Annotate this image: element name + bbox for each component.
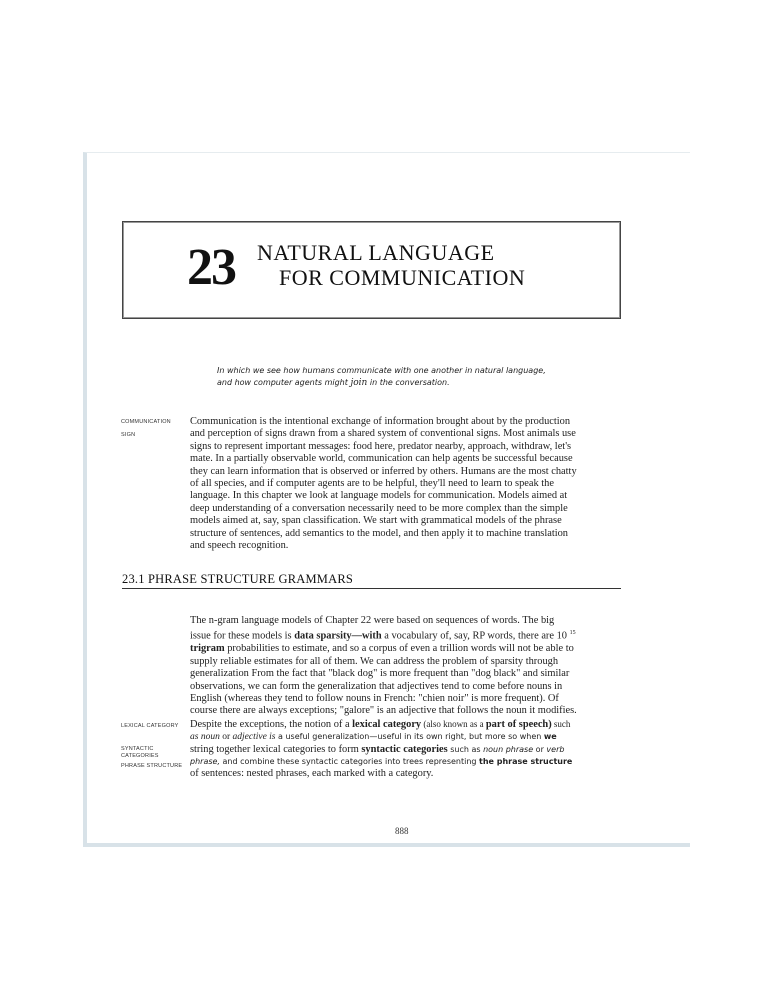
epigraph-line2: and how computer agents might join in the conversation. xyxy=(217,378,450,388)
paragraph-line: mate. In a partially observable world, communication can help agents be successful because xyxy=(190,453,573,465)
paragraph-line: supply reliable estimates for all of them. We can address the problem of sparsity through xyxy=(190,655,559,667)
margin-note-phrase-structure: PHRASE STRUCTURE xyxy=(121,763,183,769)
term-lexical-category: lexical category xyxy=(352,718,422,730)
paragraph-line: and perception of signs drawn from a shared system of conventional signs. Most animals use xyxy=(190,428,576,440)
section-heading: 23.1 PHRASE STRUCTURE GRAMMARS xyxy=(122,572,621,589)
term-syntactic-categories: syntactic categories xyxy=(361,743,448,755)
paragraph-line: course there are always exceptions; "galore" is an adjective that follows the noun it modifies. xyxy=(190,705,577,717)
term-trigram: trigram xyxy=(190,643,225,655)
chapter-title-line1: NATURAL LANGUAGE xyxy=(257,240,495,265)
paragraph-line: English (whereas they tend to follow nouns in French: "chien noir" is more frequent). Of xyxy=(190,692,559,704)
paragraph-line: signs to represent important messages: food here, predator nearby, approach, withdraw, let's xyxy=(190,440,572,452)
epigraph xyxy=(217,365,617,389)
paragraph-line: generalization From the fact that "black dog" is more frequent than "dog black" and similar xyxy=(190,668,570,680)
paragraph-line: as noun or adjective is a useful generalization—useful in its own right, but more so when we xyxy=(190,732,557,743)
paragraph-line: and speech recognition. xyxy=(190,540,289,552)
paragraph-line: Communication is the intentional exchange of information brought about by the production xyxy=(190,416,571,427)
chapter-number: 23 xyxy=(187,239,235,296)
paragraph-line: string together lexical categories to form syntactic categories such as noun phrase or verb xyxy=(190,743,565,755)
chapter-title-line2: FOR COMMUNICATION xyxy=(279,265,526,290)
paragraph-line: issue for these models is data sparsity—with a vocabulary of, say, RP words, there are 10 $^{15}$ xyxy=(190,630,576,642)
paragraph-line: models aimed at, say, span classification. We start with grammatical models of the phrase xyxy=(190,515,562,527)
term-phrase-structure: the phrase structure xyxy=(479,756,573,766)
paragraph-line: of all species, and if computer agents are to be helpful, they'll need to learn to speak the xyxy=(190,478,554,490)
paragraph-line: The n-gram language models of Chapter 22 were based on sequences of words. The big xyxy=(190,615,555,626)
paragraph-line: phrase, and combine these syntactic categories into trees representing the phrase structure xyxy=(190,756,573,766)
paragraph-line: they can learn information that is observed or inferred by others. Humans are the most chatty xyxy=(190,465,577,477)
margin-note-lexical-category: LEXICAL CATEGORY xyxy=(121,723,179,729)
paragraph-communication xyxy=(190,416,620,552)
margin-note-sign: SIGN xyxy=(121,432,136,438)
term-data-sparsity: data sparsity—with xyxy=(294,630,382,642)
paragraph-line: Despite the exceptions, the notion of a lexical category (also known as a part of speech) such xyxy=(190,718,571,730)
epigraph-join: join xyxy=(350,378,368,388)
paragraph-line: observations, we can form the generalization that adjectives tend to come before nouns in xyxy=(190,680,563,692)
paragraph-line: trigram probabilities to estimate, and so a corpus of even a trillion words will not be able to xyxy=(190,643,574,655)
page-number: 888 xyxy=(395,826,409,836)
term-we: we xyxy=(543,732,557,742)
margin-note-syntactic-1: SYNTACTIC xyxy=(121,746,154,752)
paragraph-line: structure of sentences, add semantics to the model, and then apply it to machine translation xyxy=(190,527,568,539)
margin-note-syntactic-2: CATEGORIES xyxy=(121,753,159,759)
paragraph-line: language. In this chapter we look at language models for communication. Models aimed at xyxy=(190,490,568,502)
epigraph-line1: In which we see how humans communicate with one another in natural language, xyxy=(217,366,546,375)
paragraph-line: of sentences: nested phrases, each marked with a category. xyxy=(190,768,434,780)
margin-note-communication: COMMUNICATION xyxy=(121,419,171,425)
term-part-of-speech: part of speech) xyxy=(485,718,552,730)
paragraph-line: deep understanding of a conversation necessarily need to be more complex than the simple xyxy=(190,502,568,514)
paragraph-phrase-structure xyxy=(190,615,620,781)
